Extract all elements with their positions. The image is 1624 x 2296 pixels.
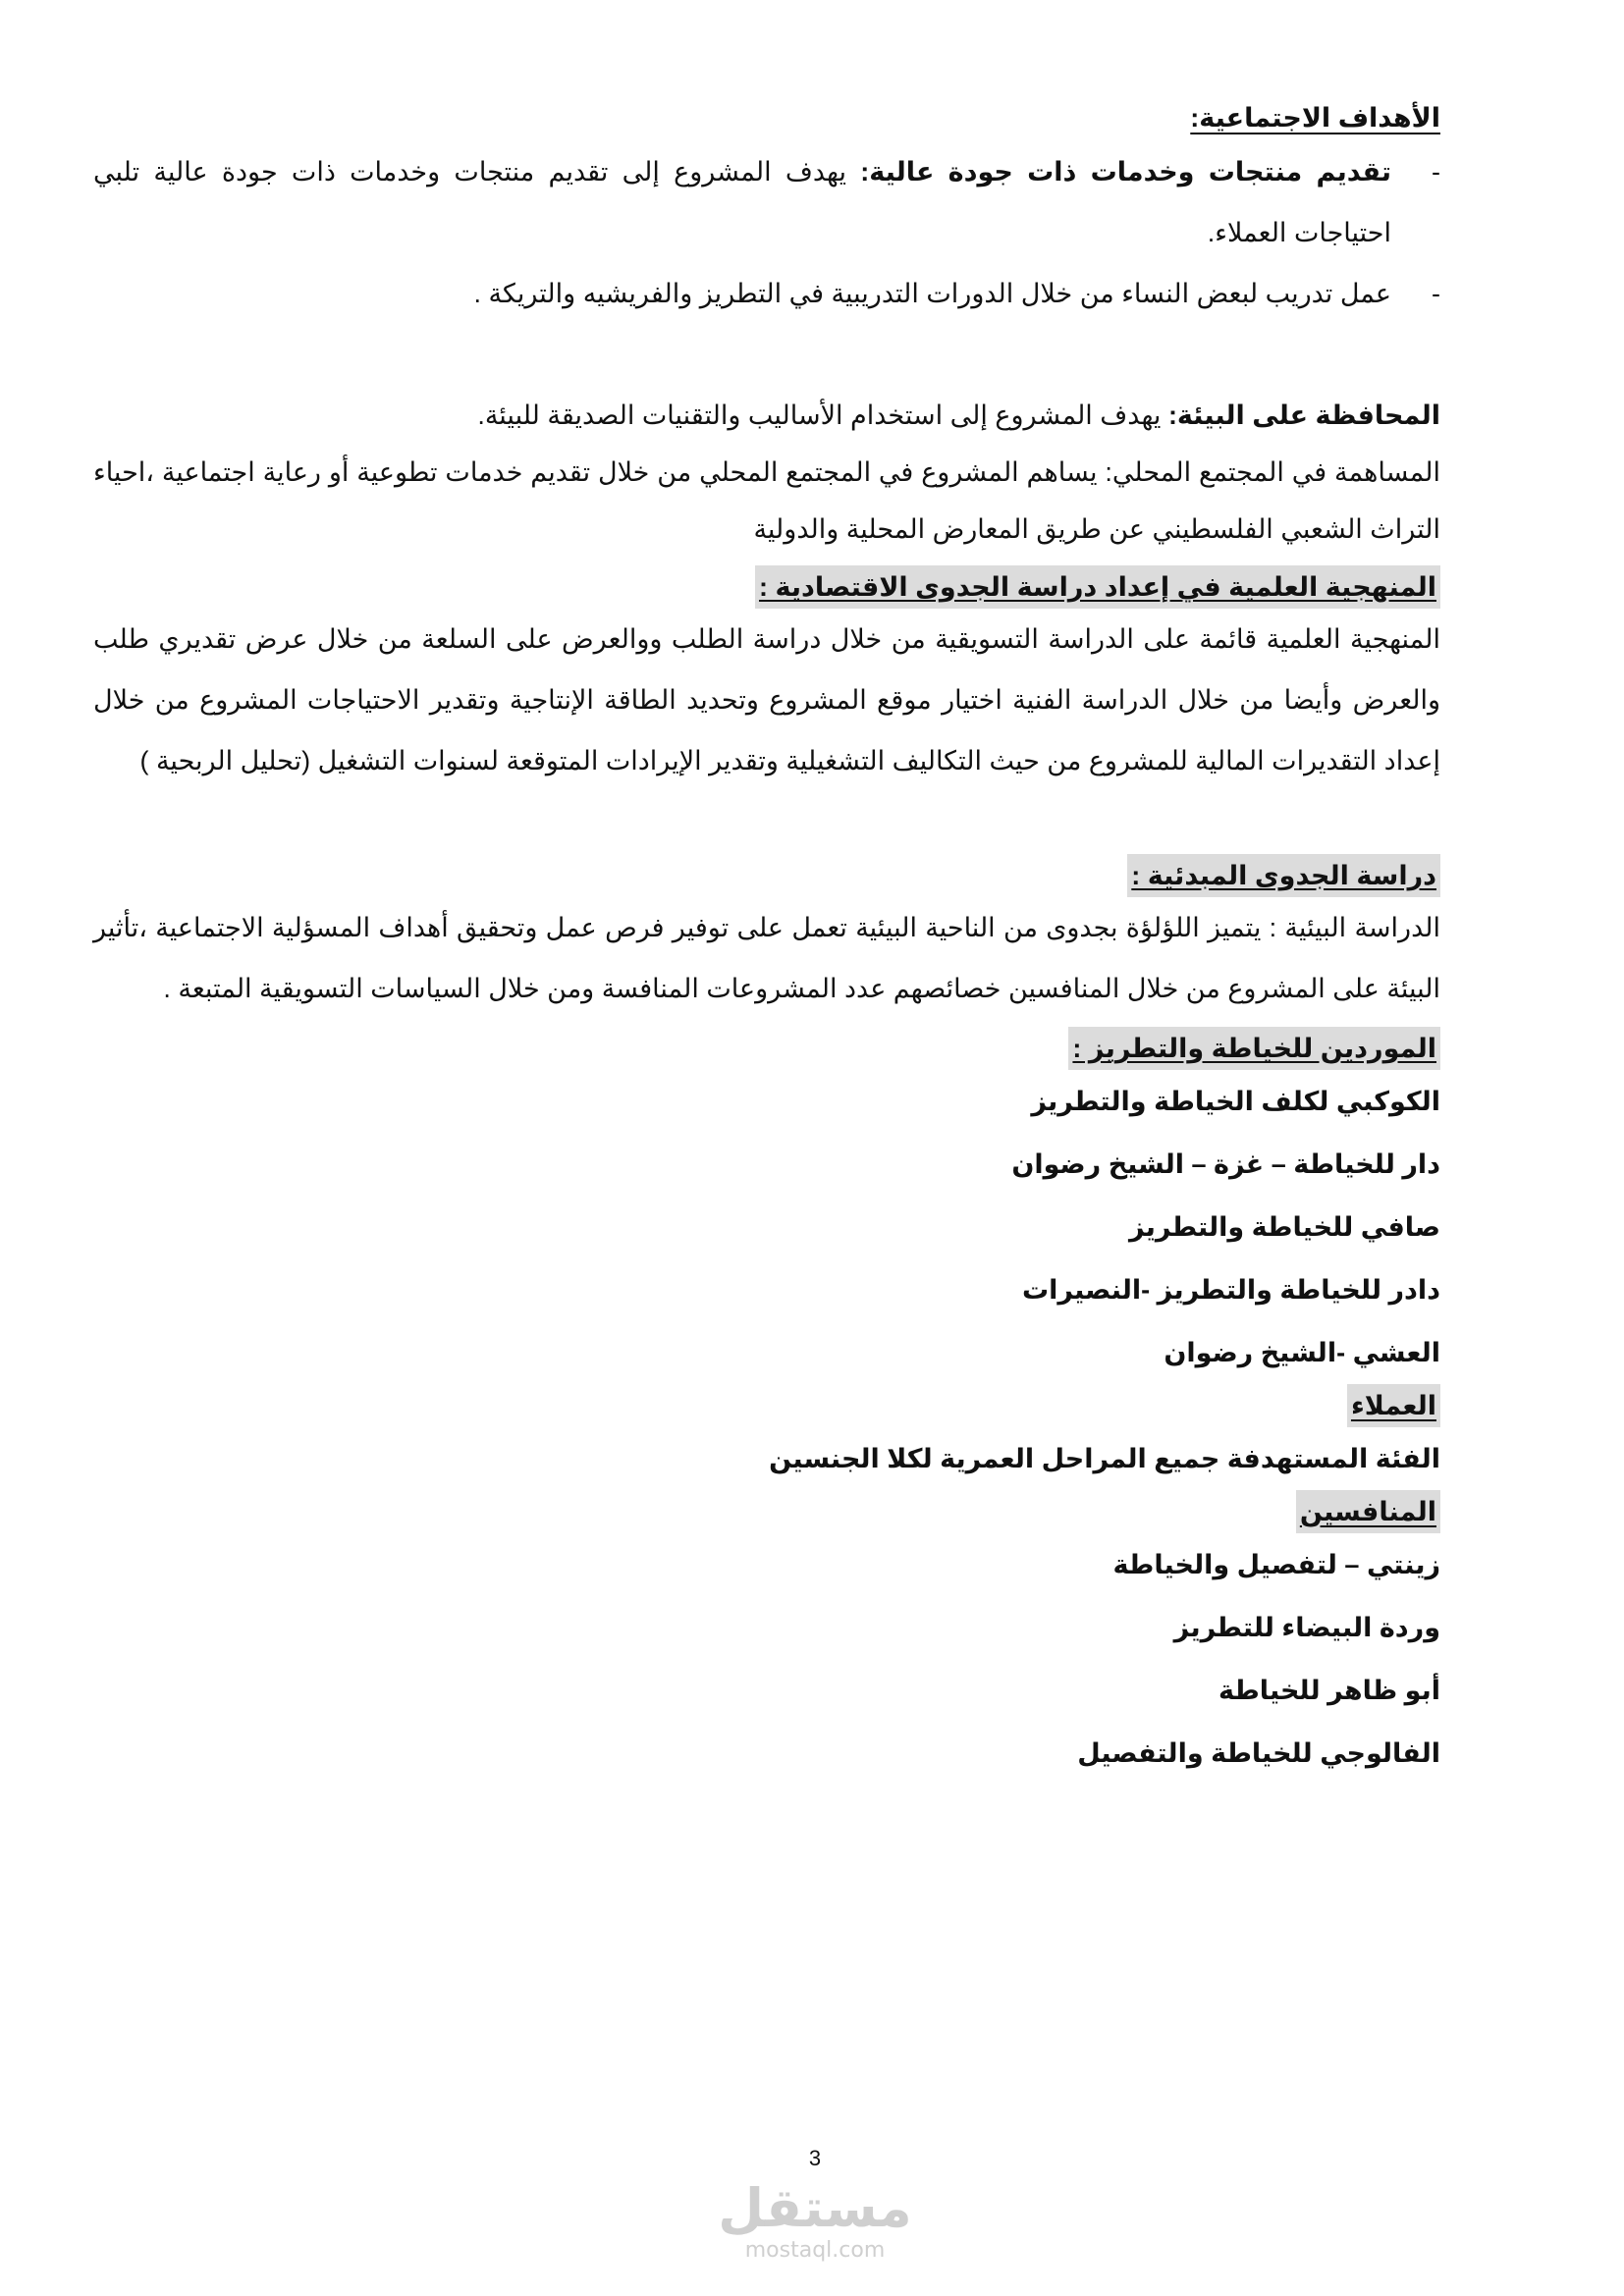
list-item: صافي للخياطة والتطريز bbox=[1128, 1212, 1440, 1242]
list-item: العشي -الشيخ رضوان bbox=[1164, 1338, 1440, 1367]
competitors-heading: المنافسين bbox=[1296, 1490, 1440, 1533]
environment-lead: المحافظة على البيئة: bbox=[1167, 400, 1440, 430]
page-number: 3 bbox=[808, 2146, 822, 2170]
list-item: أبو ظاهر للخياطة bbox=[1218, 1676, 1440, 1705]
watermark-arabic: مستقل bbox=[718, 2177, 912, 2239]
document-page bbox=[93, 98, 1440, 1785]
competitors-list bbox=[93, 1533, 1440, 1785]
dash-bullet: - bbox=[1432, 279, 1440, 308]
list-item: دار للخياطة – غزة – الشيخ رضوان bbox=[1011, 1149, 1440, 1179]
preliminary-heading: دراسة الجدوى المبدئية : bbox=[1127, 854, 1440, 897]
list-item: الفالوجي للخياطة والتفصيل bbox=[1077, 1738, 1440, 1768]
list-item bbox=[93, 263, 1440, 324]
preliminary-paragraph: الدراسة البيئية : يتميز اللؤلؤة بجدوى من الناحية البيئية تعمل على توفير فرص عمل وتحقيق أهداف المسؤلية الاجتماعية ،تأثير البيئة على المشروع من خلال المنافسين خصائصهم عدد المشروعات المنافسة ومن خلال السياسات التسويقية المتبعة . bbox=[93, 913, 1440, 1003]
bullet-text: يهدف المشروع إلى تقديم منتجات وخدمات ذات جودة عالية تلبي احتياجات العملاء. bbox=[93, 157, 1391, 247]
social-goals-list bbox=[93, 141, 1440, 324]
watermark-logo bbox=[707, 2179, 923, 2264]
suppliers-heading: الموردين للخياطة والتطريز : bbox=[1068, 1027, 1440, 1070]
dash-bullet: - bbox=[1432, 157, 1440, 187]
methodology-heading: المنهجية العلمية في إعداد دراسة الجدوى الاقتصادية : bbox=[755, 565, 1440, 609]
customers-heading: العملاء bbox=[1347, 1384, 1440, 1427]
list-item: الكوكبي لكلف الخياطة والتطريز bbox=[1031, 1087, 1440, 1116]
list-item: دادر للخياطة والتطريز -النصيرات bbox=[1021, 1275, 1440, 1305]
list-item: زينتي – لتفصيل والخياطة bbox=[1112, 1550, 1440, 1579]
list-item: وردة البيضاء للتطريز bbox=[1173, 1613, 1440, 1642]
environment-paragraph bbox=[93, 387, 1440, 444]
community-paragraph: المساهمة في المجتمع المحلي: يساهم المشروع في المجتمع المحلي من خلال تقديم خدمات تطوعية أو رعاية اجتماعية ،احياء التراث الشعبي الفلسطيني عن طريق المعارض المحلية والدولية bbox=[93, 457, 1440, 544]
environment-text: يهدف المشروع إلى استخدام الأساليب والتقنيات الصديقة للبيئة. bbox=[477, 400, 1168, 430]
customers-text: الفئة المستهدفة جميع المراحل العمرية لكلا الجنسين bbox=[769, 1444, 1440, 1473]
methodology-paragraph: المنهجية العلمية قائمة على الدراسة التسويقية من خلال دراسة الطلب ووالعرض على السلعة من خلال عرض تقديري طلب والعرض وأيضا من خلال الدراسة الفنية اختيار موقع المشروع وتحديد الطاقة الإنتاجية وتقدير الاحتياجات المشروع من خلال إعداد التقديرات المالية للمشروع من حيث التكاليف التشغيلية وتقدير الإيرادات المتوقعة لسنوات التشغيل (تحليل الربحية ) bbox=[93, 624, 1440, 775]
list-item bbox=[93, 141, 1440, 263]
suppliers-list bbox=[93, 1070, 1440, 1384]
watermark-latin: mostaql.com bbox=[744, 2238, 886, 2263]
bullet-text: عمل تدريب لبعض النساء من خلال الدورات التدريبية في التطريز والفريشيه والتريكة . bbox=[473, 279, 1391, 308]
bullet-lead: تقديم منتجات وخدمات ذات جودة عالية: bbox=[860, 157, 1391, 187]
social-goals-heading: الأهداف الاجتماعية: bbox=[1190, 103, 1440, 133]
